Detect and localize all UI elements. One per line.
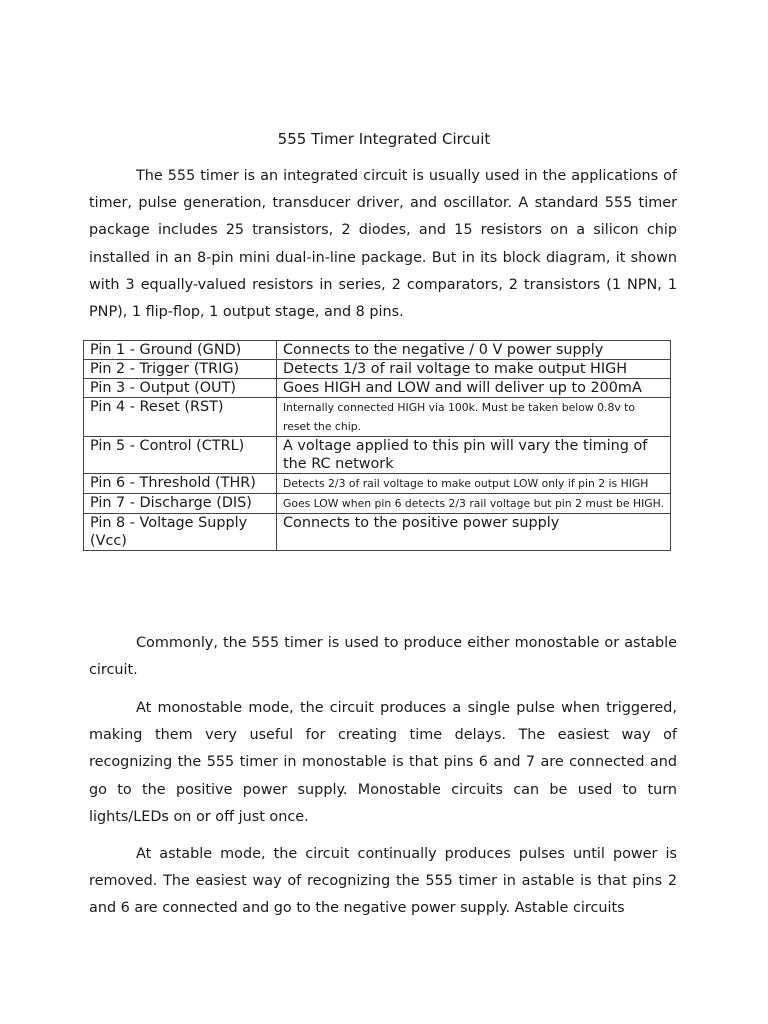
table-row [84,360,671,379]
pin-description-cell: Detects 1/3 of rail voltage to make output HIGH [277,360,671,379]
astable-paragraph: At astable mode, the circuit continually produces pulses until power is removed. The easiest way of recognizing the 555 timer in astable is that pins 2 and 6 are connected and go to the negative power supply. Astable circuits [89,846,677,917]
table-row [84,514,671,551]
pin-name-cell: Pin 7 - Discharge (DIS) [84,494,277,514]
modes-paragraph: Commonly, the 555 timer is used to produce either monostable or astable circuit. [89,635,677,679]
pin-name-cell: Pin 5 - Control (CTRL) [84,437,277,474]
table-row [84,398,671,437]
table-row [84,379,671,398]
pin-name-cell: Pin 6 - Threshold (THR) [84,474,277,494]
pin-name-cell: Pin 3 - Output (OUT) [84,379,277,398]
pin-description-cell: Detects 2/3 of rail voltage to make output LOW only if pin 2 is HIGH [277,474,671,494]
table-row [84,437,671,474]
monostable-paragraph: At monostable mode, the circuit produces a single pulse when triggered, making them very useful for creating time delays. The easiest way of recognizing the 555 timer in monostable is that pins 6 and 7 are connected and go to the positive power supply. Monostable circuits can be used to turn lights/LEDs on or off just once. [89,700,677,825]
document-title: 555 Timer Integrated Circuit [277,130,491,148]
pin-name-cell: Pin 4 - Reset (RST) [84,398,277,437]
intro-paragraph: The 555 timer is an integrated circuit is usually used in the applications of timer, pulse generation, transducer driver, and oscillator. A standard 555 timer package includes 25 transistors, 2 diodes, and 15 resistors on a silicon chip installed in an 8-pin mini dual-in-line package. But in its block diagram, it shown with 3 equally-valued resistors in series, 2 comparators, 2 transistors (1 NPN, 1 PNP), 1 flip-flop, 1 output stage, and 8 pins. [89,168,677,321]
pin-description-cell: Internally connected HIGH via 100k. Must be taken below 0.8v to reset the chip. [277,398,671,437]
table-row [84,494,671,514]
pin-table [83,340,671,551]
pin-description-cell: Connects to the negative / 0 V power supply [277,341,671,360]
table-row [84,474,671,494]
pin-description-cell: Goes HIGH and LOW and will deliver up to 200mA [277,379,671,398]
pin-name-cell: Pin 2 - Trigger (TRIG) [84,360,277,379]
pin-description-cell: A voltage applied to this pin will vary the timing of the RC network [277,437,671,474]
pin-description-cell: Connects to the positive power supply [277,514,671,551]
pin-description-cell: Goes LOW when pin 6 detects 2/3 rail voltage but pin 2 must be HIGH. [277,494,671,514]
pin-name-cell: Pin 8 - Voltage Supply (Vcc) [84,514,277,551]
pin-name-cell: Pin 1 - Ground (GND) [84,341,277,360]
table-row [84,341,671,360]
